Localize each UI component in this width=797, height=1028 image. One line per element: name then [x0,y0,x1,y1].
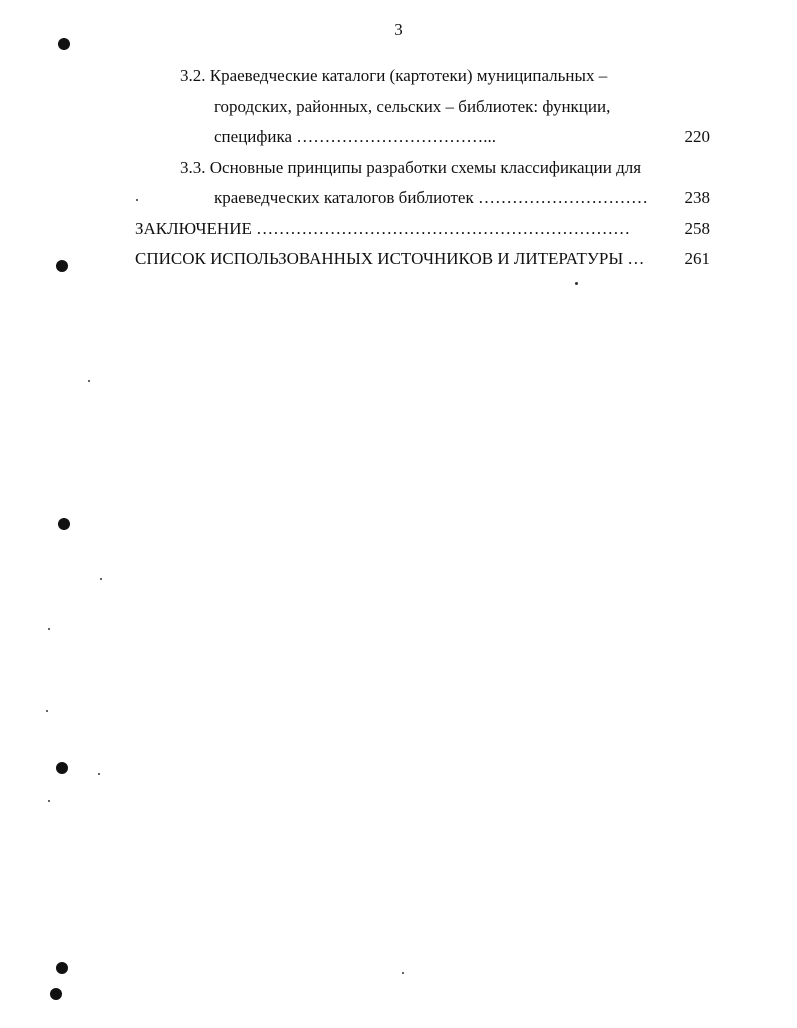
scan-speck [46,710,48,712]
binder-hole-mark [58,518,70,530]
scan-speck [100,578,102,580]
binder-hole-mark [56,962,68,974]
scan-speck [402,972,404,974]
scan-speck [575,282,578,285]
scan-speck [48,628,50,630]
toc-entry-3-2-text: специфика ……………………………... [214,127,497,146]
scan-speck [98,773,100,775]
binder-hole-mark [58,38,70,50]
toc-entry-3-2-line-1: 3.2. Краеведческие каталоги (картотеки) муниципальных – [180,66,608,85]
binder-hole-mark [50,988,62,1000]
page-number: 3 [394,20,403,39]
toc-entry-3-3-line-1: 3.3. Основные принципы разработки схемы классификации для [180,158,642,177]
scan-speck [88,380,90,382]
toc-entry-conclusion-page: 258 [684,219,710,238]
binder-hole-mark [56,762,68,774]
scan-speck [48,800,50,802]
toc-entry-sources-page: 261 [684,249,710,268]
toc-entry-3-3-page: 238 [684,188,710,207]
toc-entry-3-2-page: 220 [684,127,710,146]
toc-entry-sources-text: СПИСОК ИСПОЛЬЗОВАННЫХ ИСТОЧНИКОВ И ЛИТЕРАТУРЫ … [135,249,645,268]
scan-speck [136,199,138,201]
toc-entry-3-2-line-2: городских, районных, сельских – библиотек: функции, [214,97,611,116]
binder-hole-mark [56,260,68,272]
toc-entry-conclusion-text: ЗАКЛЮЧЕНИЕ ………………………………………………………… [135,219,631,238]
toc-entry-3-3-text: краеведческих каталогов библиотек ………………………… [214,188,648,207]
